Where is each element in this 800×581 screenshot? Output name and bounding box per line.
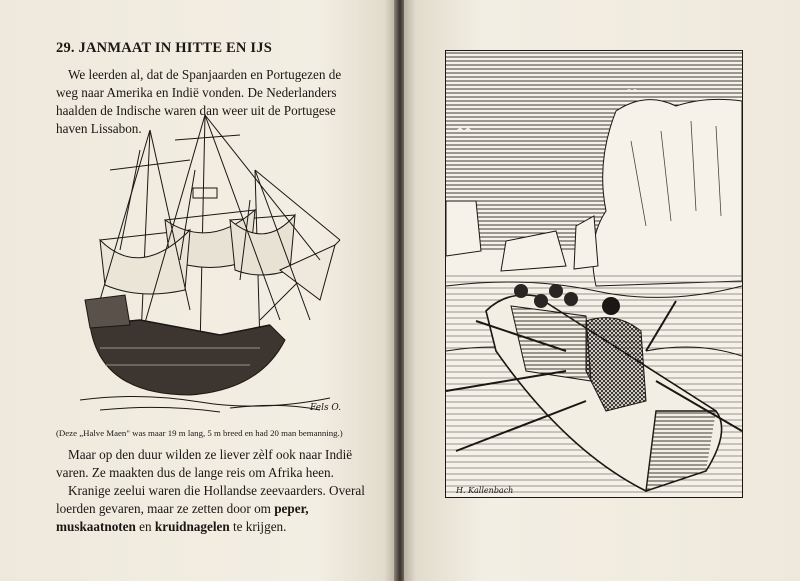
closing-paragraph (56, 446, 366, 536)
spice-pepper: peper (274, 501, 306, 516)
conjunction: en (139, 519, 152, 534)
closing-sentence-2: Kranige zeelui waren die Hollandse zeevaarders. Overal loerden gevaren, maar ze zetten door om (56, 483, 365, 516)
ship-signature: Fels O. (310, 403, 342, 413)
engraving-signature: H. Kallenbach (456, 486, 514, 495)
spice-nutmeg: muskaatnoten (56, 519, 136, 534)
spice-comma: , (305, 501, 309, 516)
rowboat-ice-engraving (445, 50, 743, 498)
halve-maen-ship-illustration (80, 110, 360, 420)
closing-sentence-1: Maar op den duur wilden ze liever zèlf ook naar Indië varen. Ze maakten dus de lange reis om Afrika heen. (56, 447, 353, 480)
ship-caption: (Deze „Halve Maen" was maar 19 m lang, 5 m breed en had 20 man bemanning.) (56, 428, 343, 438)
intro-paragraph: We leerden al, dat de Spanjaarden en Portugezen de weg naar Amerika en Indië vonden. De Nederlanders haalden de Indische waren dan weer uit de Portugese haven Lissabon. (56, 67, 342, 136)
spice-cloves: kruidnagelen (154, 519, 230, 534)
chapter-heading: 29. JANMAAT IN HITTE EN IJS (56, 40, 272, 56)
closing-ending: te krijgen. (232, 519, 287, 534)
